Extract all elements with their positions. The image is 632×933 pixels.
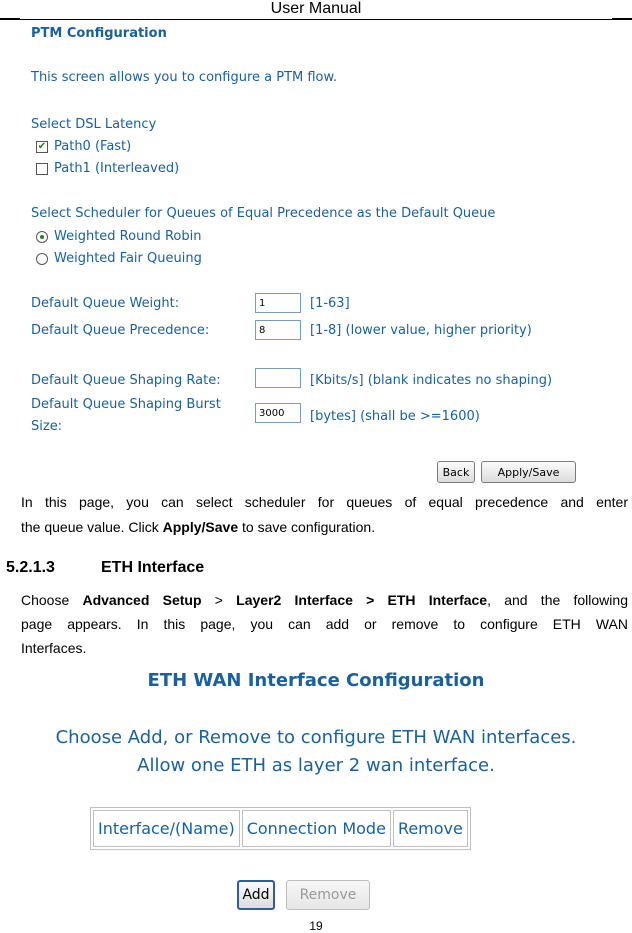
weight-input[interactable]: [255, 293, 301, 313]
burst-input[interactable]: [255, 403, 301, 423]
burst-label-line2: Size:: [31, 419, 63, 434]
precedence-input[interactable]: [255, 320, 301, 340]
weight-label: Default Queue Weight:: [31, 296, 180, 311]
para2-bold-eth-path: Layer2 Interface > ETH Interface: [236, 592, 488, 608]
table-header-row: [93, 810, 468, 847]
col-connection-mode: Connection Mode: [242, 810, 391, 847]
wrr-label: Weighted Round Robin: [54, 229, 202, 244]
add-button[interactable]: Add: [237, 880, 275, 910]
back-button[interactable]: Back: [437, 461, 475, 483]
precedence-hint: [1-8] (lower value, higher priority): [310, 323, 532, 338]
col-interface-name: Interface/(Name): [93, 810, 240, 847]
path0-label: Path0 (Fast): [54, 139, 132, 154]
page-header: User Manual: [270, 0, 362, 17]
page-number: 19: [309, 919, 323, 933]
para1-line2-post: to save configuration.: [238, 519, 376, 535]
section-number: 5.2.1.3: [6, 559, 55, 576]
eth-title: ETH WAN Interface Configuration: [147, 670, 485, 691]
para2-text-e: , and the following: [487, 592, 628, 608]
weight-hint: [1-63]: [310, 296, 350, 311]
wfq-label: Weighted Fair Queuing: [54, 251, 202, 266]
precedence-label: Default Queue Precedence:: [31, 323, 210, 338]
path1-option[interactable]: [36, 161, 179, 176]
scheduler-heading: Select Scheduler for Queues of Equal Precedence as the Default Queue: [31, 206, 496, 221]
para2-line2: page appears. In this page, you can add or remove to configure ETH WAN: [21, 616, 628, 632]
para2-bold-advanced-setup: Advanced Setup: [82, 592, 202, 608]
para1-line1: In this page, you can select scheduler for queues of equal precedence and enter: [21, 494, 628, 510]
wrr-option[interactable]: [36, 229, 201, 244]
eth-instruction-line1: Choose Add, or Remove to configure ETH WAN interfaces.: [55, 727, 577, 748]
path1-checkbox[interactable]: [36, 163, 48, 175]
para2-text-a: Choose: [21, 592, 83, 608]
burst-label-line1: Default Queue Shaping Burst: [31, 397, 221, 412]
remove-button[interactable]: Remove: [286, 880, 370, 910]
latency-heading: Select DSL Latency: [31, 117, 157, 132]
path0-checkbox[interactable]: ✔: [37, 140, 47, 152]
path0-option[interactable]: [36, 139, 131, 154]
apply-save-button[interactable]: Apply/Save: [481, 461, 576, 483]
section-title: ETH Interface: [101, 559, 205, 576]
para1-line2: [21, 517, 375, 538]
path1-label: Path1 (Interleaved): [54, 161, 180, 176]
shaping-rate-label: Default Queue Shaping Rate:: [31, 373, 221, 388]
header-rule-mark-right: [612, 18, 632, 20]
ptm-title: PTM Configuration: [31, 26, 167, 41]
shaping-rate-hint: [Kbits/s] (blank indicates no shaping): [310, 373, 553, 388]
para2-line1: [21, 590, 628, 611]
wrr-radio[interactable]: [36, 231, 48, 243]
wfq-radio[interactable]: [36, 253, 48, 265]
para2-line3: Interfaces.: [21, 640, 87, 656]
para1-line2-pre: the queue value. Click: [21, 519, 163, 535]
burst-hint: [bytes] (shall be >=1600): [310, 409, 480, 424]
header-rule-mark-left: [0, 18, 20, 20]
eth-interface-table: [90, 807, 471, 850]
header-rule: [0, 19, 632, 20]
col-remove: Remove: [393, 810, 468, 847]
para1-line2-bold: Apply/Save: [162, 519, 239, 535]
ptm-intro: This screen allows you to configure a PTM flow.: [31, 70, 338, 85]
shaping-rate-input[interactable]: [255, 368, 301, 388]
eth-instruction-line2: Allow one ETH as layer 2 wan interface.: [137, 755, 495, 776]
para2-text-c: >: [201, 592, 237, 608]
wfq-option[interactable]: [36, 251, 202, 266]
